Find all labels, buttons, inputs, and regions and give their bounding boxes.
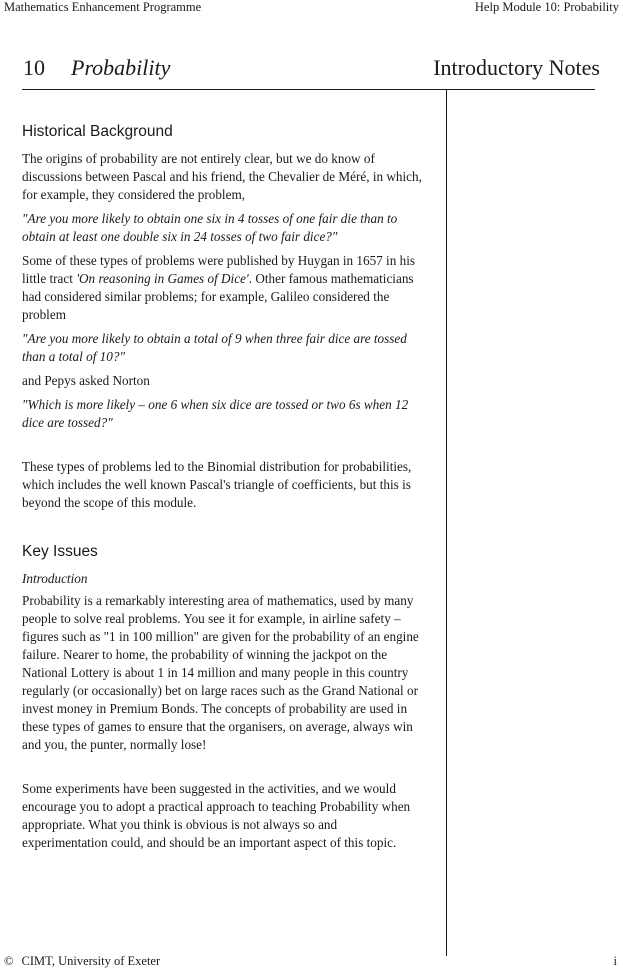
chapter-title bbox=[23, 55, 600, 85]
paragraph-text: . Other famous mathematicians had considered similar problems; for example, Galileo considered the problem bbox=[22, 271, 414, 322]
quoted-problem: "Which is more likely – one 6 when six dice are tossed or two 6s when 12 dice are tossed?" bbox=[22, 397, 409, 430]
paragraph: Some experiments have been suggested in the activities, and we would encourage you to adopt a practical approach to teaching Probability when appropriate. What you think is obvious is not always so and experimentation could, and should be an important aspect of this topic. bbox=[22, 781, 411, 850]
chapter-name: Probability bbox=[71, 55, 171, 80]
footer-publisher: CIMT, University of Exeter bbox=[21, 954, 161, 968]
quoted-problem: "Are you more likely to obtain a total of 9 when three fair dice are tossed than a total of 10?" bbox=[22, 331, 407, 364]
paragraph: Probability is a remarkably interesting area of mathematics, used by many people to solve real problems. You see it for example, in airline safety – figures such as "1 in 100 million" are given for the probability of an engine failure. Nearer to home, the probability of winning the jackpot on the National Lottery is about 1 in 14 million and many people in this country regularly (or occasionally) bet on large races such as the Grand National or invest money in Premium Bonds. The concepts of probability are used in these types of games to ensure that the organisers, on average, always win and you, the punter, normally lose! bbox=[22, 593, 419, 752]
running-header-left: Mathematics Enhancement Programme bbox=[4, 0, 202, 14]
chapter-number: 10 bbox=[23, 55, 45, 80]
subsection-heading: Introduction bbox=[22, 571, 88, 586]
tract-title: 'On reasoning in Games of Dice' bbox=[76, 271, 249, 286]
paragraph: These types of problems led to the Binomial distribution for probabilities, which includes the well known Pascal's triangle of coefficients, but this is beyond the scope of this module. bbox=[22, 459, 412, 510]
page-number: i bbox=[613, 954, 617, 968]
quoted-problem: "Are you more likely to obtain one six in 4 tosses of one fair die than to obtain at least one double six in 24 tosses of two fair dice?" bbox=[22, 211, 398, 244]
running-header-right: Help Module 10: Probability bbox=[474, 0, 619, 14]
footer-left bbox=[4, 954, 160, 968]
chapter-section-label: Introductory Notes bbox=[433, 55, 600, 80]
section-heading-key-issues: Key Issues bbox=[22, 543, 98, 560]
section-heading-historical: Historical Background bbox=[22, 123, 173, 140]
paragraph-text: Some of these types of problems were published by Huygan in 1657 in his little tract bbox=[22, 253, 416, 286]
title-rule bbox=[22, 89, 595, 90]
paragraph: The origins of probability are not entirely clear, but we do know of discussions between Pascal and his friend, the Chevalier de Méré, in which, for example, they considered the problem, bbox=[22, 151, 422, 202]
margin-rule bbox=[446, 89, 447, 956]
paragraph: and Pepys asked Norton bbox=[22, 373, 150, 388]
paragraph bbox=[22, 252, 422, 324]
copyright-symbol: © bbox=[4, 954, 14, 968]
main-content bbox=[22, 122, 422, 858]
